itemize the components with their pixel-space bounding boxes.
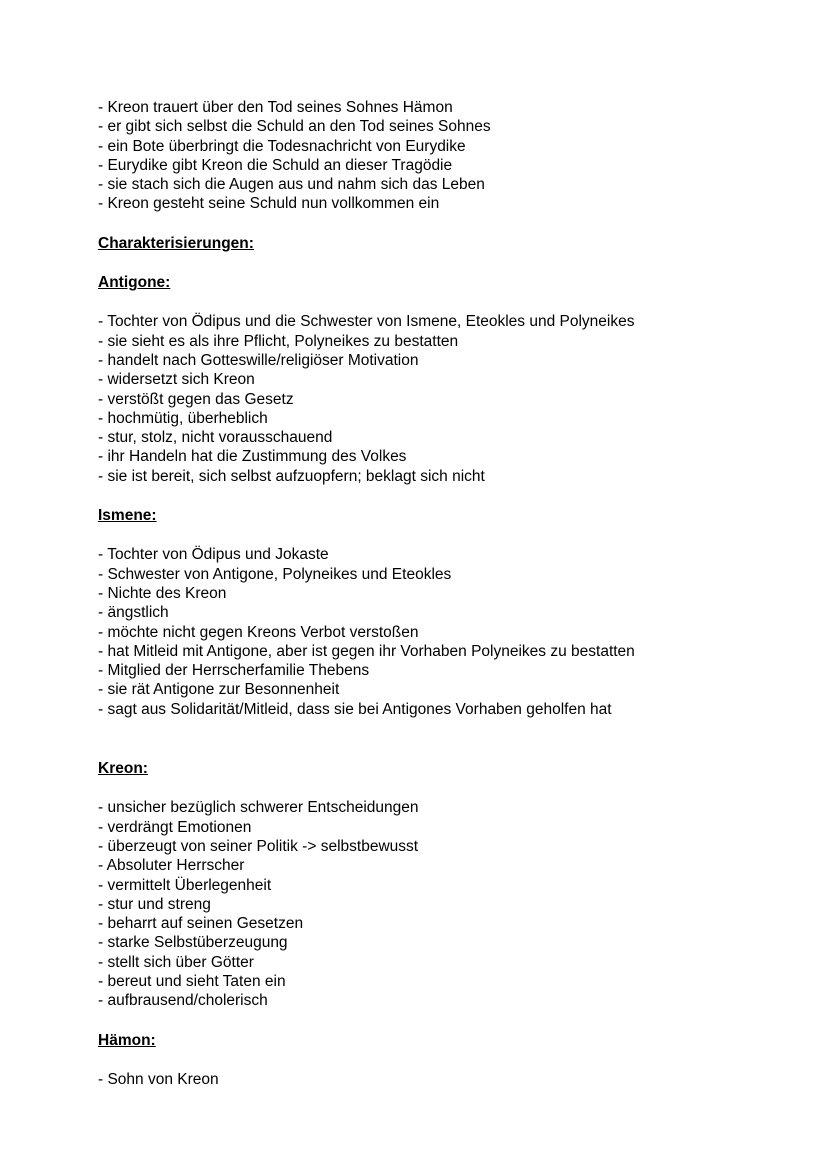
section-heading-kreon: Kreon: [98,760,148,778]
list-item: - aufbrausend/cholerisch [98,992,268,1010]
list-item: - Tochter von Ödipus und Jokaste [98,546,329,564]
list-item: - Mitglied der Herrscherfamilie Thebens [98,662,370,680]
section-heading-ismene: Ismene: [98,507,157,525]
section-heading-antigone: Antigone: [98,274,171,292]
list-item: - stur, stolz, nicht vorausschauend [98,429,333,447]
list-item: - Absoluter Herrscher [98,857,245,875]
list-item: - ängstlich [98,604,169,622]
document-page [98,98,798,1089]
list-item: - bereut und sieht Taten ein [98,972,286,990]
list-item: - ein Bote überbringt die Todesnachricht von Eurydike [98,137,466,155]
list-item: - er gibt sich selbst die Schuld an den Tod seines Sohnes [98,118,491,136]
list-item: - verdrängt Emotionen [98,818,252,836]
list-item: - sie stach sich die Augen aus und nahm sich das Leben [98,176,485,194]
list-item: - Eurydike gibt Kreon die Schuld an dieser Tragödie [98,156,453,174]
list-item: - hat Mitleid mit Antigone, aber ist gegen ihr Vorhaben Polyneikes zu bestatten [98,642,635,660]
list-item: - Tochter von Ödipus und die Schwester von Ismene, Eteokles und Polyneikes [98,313,635,331]
list-item: - hochmütig, überheblich [98,409,268,427]
list-item: - Kreon gesteht seine Schuld nun vollkommen ein [98,195,440,213]
list-item: - handelt nach Gotteswille/religiöser Motivation [98,351,419,369]
ismene-list [98,545,798,719]
list-item: - sie sieht es als ihre Pflicht, Polyneikes zu bestatten [98,332,459,350]
list-item: - Sohn von Kreon [98,1070,219,1088]
intro-list [98,98,798,214]
list-item: - vermittelt Überlegenheit [98,876,272,894]
list-item: - verstößt gegen das Gesetz [98,390,294,408]
list-item: - beharrt auf seinen Gesetzen [98,915,304,933]
list-item: - Schwester von Antigone, Polyneikes und Eteokles [98,565,452,583]
section-heading-haemon: Hämon: [98,1031,156,1049]
list-item: - sagt aus Solidarität/Mitleid, dass sie bei Antigones Vorhaben geholfen hat [98,700,612,718]
list-item: - stur und streng [98,895,211,913]
list-item: - möchte nicht gegen Kreons Verbot verstoßen [98,623,419,641]
list-item: - stellt sich über Götter [98,953,254,971]
list-item: - widersetzt sich Kreon [98,371,255,389]
haemon-list [98,1070,798,1089]
list-item: - ihr Handeln hat die Zustimmung des Volkes [98,448,407,466]
list-item: - sie rät Antigone zur Besonnenheit [98,681,340,699]
antigone-list [98,312,798,486]
kreon-list [98,798,798,1010]
list-item: - Kreon trauert über den Tod seines Sohnes Hämon [98,99,453,116]
list-item: - Nichte des Kreon [98,584,227,602]
list-item: - sie ist bereit, sich selbst aufzuopfern; beklagt sich nicht [98,467,485,485]
list-item: - starke Selbstüberzeugung [98,934,288,952]
list-item: - überzeugt von seiner Politik -> selbstbewusst [98,837,419,855]
list-item: - unsicher bezüglich schwerer Entscheidungen [98,799,419,817]
main-heading: Charakterisierungen: [98,234,254,252]
